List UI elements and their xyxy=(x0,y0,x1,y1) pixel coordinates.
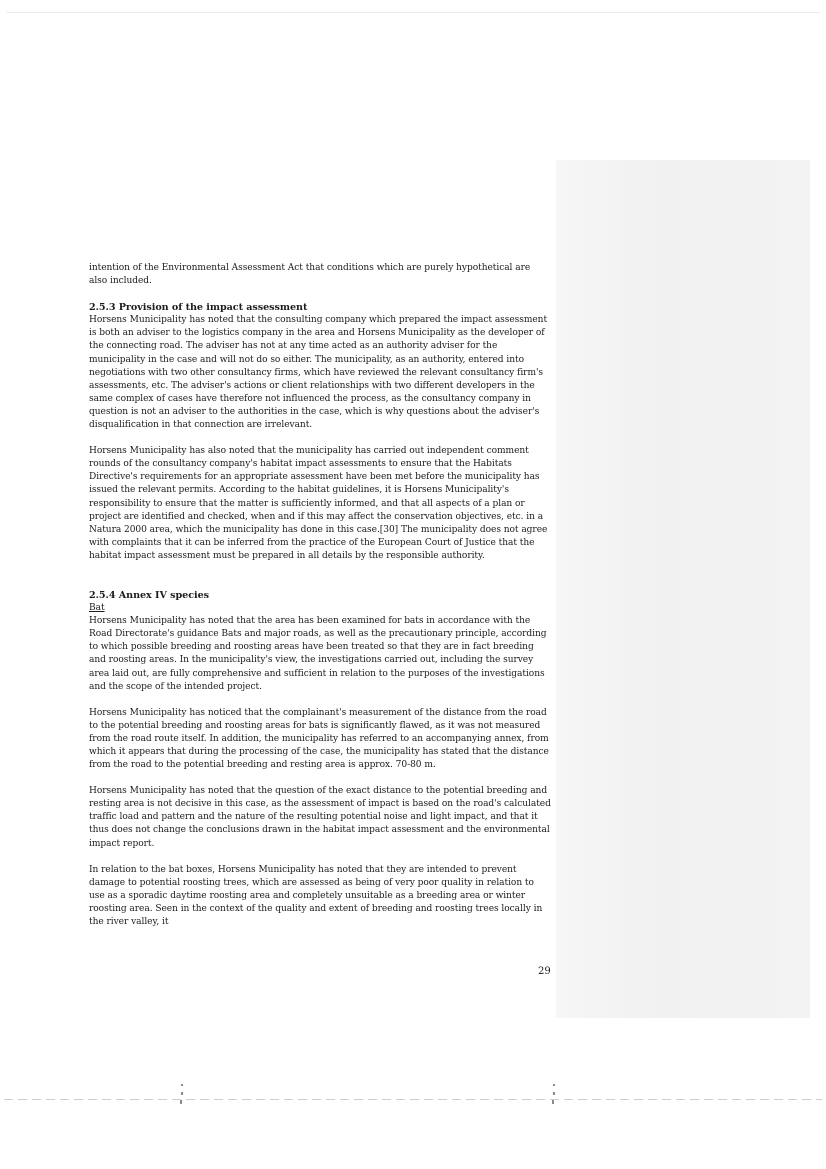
scan-shadow xyxy=(556,160,810,1018)
paragraph: Horsens Municipality has noticed that the complainant's measurement of the distance from the road to the potential breeding and roosting areas for bats is significantly flawed, as it was not measured from the road route itself. In addition, the municipality has referred to an accompanying annex, from which it appears that during the processing of the case, the municipality has stated that the distance from the road to the potential breeding and resting area is approx. 70-80 m. xyxy=(89,707,549,771)
paragraph: Horsens Municipality has noted that the area has been examined for bats in accordance with the Road Directorate's guidance Bats and major roads, as well as the precautionary principle, according to which possible breeding and roosting areas have been treated so that they are in fact breeding and roosting areas. In the municipality's view, the investigations carried out, including the survey area laid out, are fully comprehensive and sufficient in relation to the purposes of the investigations and the scope of the intended project. xyxy=(89,616,547,692)
spacer xyxy=(89,432,551,445)
section-heading-2-5-3: 2.5.3 Provision of the impact assessment xyxy=(89,302,308,314)
scan-mark xyxy=(553,1092,555,1095)
paragraph: In relation to the bat boxes, Horsens Municipality has noted that they are intended to prevent damage to potential roosting trees, which are assessed as being of very poor quality in relation to use as a sporadic daytime roosting area and completely unsuitable as a breeding area or winter roosting area. Seen in the context of the quality and extent of breeding and roosting trees locally in the river valley, it xyxy=(89,864,543,928)
page-number: 29 xyxy=(538,966,551,977)
paragraph: Horsens Municipality has noted that the question of the exact distance to the potential breeding and resting area is not decisive in this case, as the assessment of impact is based on the road's calculated traffic load and pattern and the nature of the resulting potential noise and light impact, and that it thus does not change the conclusions drawn in the habitat impact assessment and the environmental impact report. xyxy=(89,786,551,849)
spacer xyxy=(89,772,551,785)
scan-mark xyxy=(180,1100,182,1104)
spacer xyxy=(89,851,551,864)
paragraph: Horsens Municipality has noted that the consulting company which prepared the impact assessment is both an adviser to the logistics company in the area and Horsens Municipality as the developer of the connecting road. The adviser has not at any time acted as an authority adviser for the municipality in the case and will not do so either. The municipality, as an authority, entered into negotiations with two other consultancy firms, which have reviewed the relevant consultancy firm's assessments, etc. The adviser's actions or client relationships with two different developers in the same complex of cases have therefore not influenced the process, as the consultancy company in question is not an adviser to the authorities in the case, which is why questions about the adviser's disqualification in that connection are irrelevant. xyxy=(89,315,548,431)
section-heading-2-5-4: 2.5.4 Annex IV species xyxy=(89,589,209,601)
bottom-scan-edge xyxy=(4,1099,822,1100)
spacer xyxy=(89,694,551,707)
paragraph: Horsens Municipality has also noted that the municipality has carried out independent comment rounds of the consultancy company's habitat impact assessments to ensure that the Habitats Directive's requirements for an appropriate assessment have been met before the municipality has issued the relevant permits. According to the habitat guidelines, it is Horsens Municipality's responsibility to ensure that the matter is sufficiently informed, and that all aspects of a plan or project are identified and checked, when and if this may affect the conservation objectives, etc. in a Natura 2000 area, which the municipality has done in this case.[30] The municipality does not agree with complaints that it can be inferred from the practice of the European Court of Justice that the habitat impact assessment must be prepared in all details by the responsible authority. xyxy=(89,446,548,561)
intro-paragraph: intention of the Environmental Assessment Act that conditions which are purely hypothetical are also included. xyxy=(89,263,531,287)
scan-mark xyxy=(552,1100,554,1104)
scan-mark xyxy=(181,1084,183,1086)
scan-mark xyxy=(181,1092,183,1095)
scan-mark xyxy=(553,1084,555,1086)
spacer xyxy=(89,288,551,301)
spacer xyxy=(89,563,551,589)
subsection-heading-bat: Bat xyxy=(89,603,105,614)
top-scan-edge xyxy=(6,12,820,13)
page-body xyxy=(89,262,551,929)
